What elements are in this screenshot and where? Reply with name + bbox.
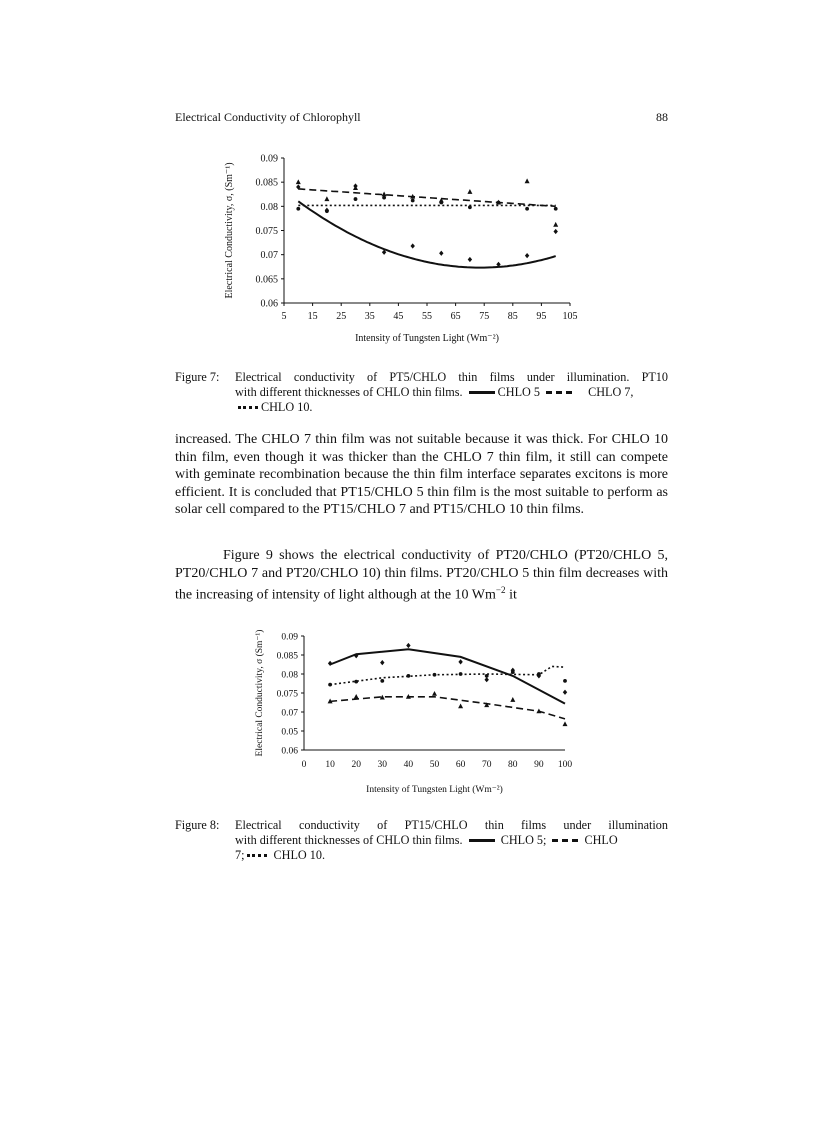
- data-point-chlo-7: [382, 191, 387, 196]
- y-tick-label: 0.06: [281, 746, 298, 757]
- x-tick-label: 5: [281, 311, 287, 322]
- x-tick-label: 70: [481, 760, 492, 770]
- figure-8-label: Figure 8:: [175, 818, 220, 832]
- legend-chlo10: CHLO 10.: [273, 848, 325, 862]
- data-point-chlo-10: [354, 680, 358, 684]
- y-tick-label: 0.085: [255, 177, 278, 189]
- trend-line-chlo-7: [298, 189, 555, 206]
- data-point-chlo-5: [525, 253, 529, 258]
- figure-8-caption-mid: with different thicknesses of CHLO thin films.: [235, 833, 463, 847]
- data-point-chlo-10: [433, 673, 437, 677]
- data-point-chlo-7: [432, 691, 437, 696]
- data-point-chlo-7: [525, 178, 530, 183]
- data-point-chlo-7: [510, 697, 515, 702]
- data-point-chlo-10: [411, 199, 415, 203]
- data-point-chlo-10: [537, 672, 541, 676]
- body-paragraph-2: [175, 547, 668, 604]
- body-paragraph-1: increased. The CHLO 7 thin film was not suitable because it was thick. For CHLO 10 thin film, even though it was thicker than the CHLO 7 thin film, it still can compete with geminate recombination because the thin film interface separates excitons is more efficient. It is concluded that PT15/CHLO 5 thin film is the most suitable to perform as solar cell compared to the PT15/CHLO 7 and PT15/CHLO 10 thin films.: [175, 432, 668, 518]
- x-tick-label: 90: [534, 760, 544, 770]
- data-point-chlo-7: [324, 196, 329, 201]
- x-tick-label: 80: [508, 760, 518, 770]
- data-point-chlo-10: [382, 196, 386, 200]
- x-tick-label: 85: [507, 311, 518, 322]
- figure-7-chart: [220, 150, 600, 360]
- x-tick-label: 55: [422, 311, 432, 322]
- body-paragraph-2-text: Figure 9 shows the electrical conductivity of PT20/CHLO (PT20/CHLO 5, PT20/CHLO 7 and PT20/CHLO 10) thin films. PT20/CHLO 5 thin film decreases with the increasing of intensity of light although at the 10 Wm: [175, 548, 668, 603]
- x-tick-label: 105: [562, 311, 578, 322]
- data-point-chlo-7: [467, 189, 472, 194]
- y-tick-label: 0.075: [276, 689, 298, 700]
- x-tick-label: 25: [336, 311, 347, 322]
- data-point-chlo-7: [563, 721, 568, 726]
- data-point-chlo-5: [458, 659, 462, 664]
- data-point-chlo-5: [485, 677, 489, 682]
- data-point-chlo-10: [511, 670, 515, 674]
- legend-chlo7: CHLO: [584, 833, 618, 847]
- data-point-chlo-10: [497, 201, 501, 205]
- x-tick-label: 100: [557, 760, 573, 770]
- legend-solid-line-icon: [469, 391, 495, 394]
- data-point-chlo-10: [354, 197, 358, 201]
- data-point-chlo-5: [439, 251, 443, 256]
- legend-dashed-line-icon: [552, 839, 578, 842]
- figure-7-label: Figure 7:: [175, 370, 220, 384]
- figure-7-caption-mid: with different thicknesses of CHLO thin films.: [235, 385, 463, 399]
- legend-dotted-line-icon: [247, 854, 267, 857]
- legend-dashed-line-icon: [546, 391, 572, 394]
- legend-solid-line-icon: [469, 839, 495, 842]
- legend-dotted-line-icon: [238, 406, 258, 409]
- trend-line-chlo-10: [330, 666, 565, 684]
- x-tick-label: 40: [403, 760, 414, 770]
- y-tick-label: 0.05: [281, 727, 298, 738]
- data-point-chlo-10: [459, 672, 463, 676]
- y-axis-title: Electrical Conductivity, σ, (Sm⁻¹): [224, 162, 235, 299]
- figure-8-caption-lead: Electrical conductivity of PT15/CHLO thin films under illumination: [235, 818, 668, 832]
- y-tick-label: 0.09: [260, 153, 278, 165]
- y-tick-label: 0.06: [260, 298, 278, 310]
- y-axis-title: Electrical Conductivity, σ (Sm⁻¹): [255, 629, 265, 757]
- running-title: Electrical Conductivity of Chlorophyll: [175, 110, 361, 124]
- data-point-chlo-7: [354, 694, 359, 699]
- legend-chlo7: CHLO 7,: [588, 385, 634, 399]
- figure-8-caption: [175, 818, 668, 863]
- x-tick-label: 30: [377, 760, 388, 770]
- x-tick-label: 35: [364, 311, 375, 322]
- y-tick-label: 0.085: [276, 651, 298, 662]
- x-tick-label: 60: [455, 760, 466, 770]
- trend-line-chlo-5: [298, 201, 555, 267]
- data-point-chlo-5: [406, 643, 410, 648]
- data-point-chlo-10: [525, 207, 529, 211]
- figure-7-caption: [175, 370, 668, 415]
- figure-7-caption-lead: Electrical conductivity of PT5/CHLO thin films under illumination. PT10: [235, 370, 668, 384]
- data-point-chlo-7: [296, 179, 301, 184]
- trend-line-chlo-5: [330, 649, 565, 703]
- data-point-chlo-7: [458, 704, 463, 709]
- y-tick-label: 0.07: [281, 708, 298, 719]
- y-tick-label: 0.09: [281, 632, 298, 643]
- data-point-chlo-10: [554, 207, 558, 211]
- data-point-chlo-5: [554, 229, 558, 234]
- data-point-chlo-10: [380, 679, 384, 683]
- y-tick-label: 0.08: [281, 670, 298, 681]
- x-tick-label: 20: [351, 760, 361, 770]
- legend-chlo10: CHLO 10.: [261, 400, 313, 414]
- x-tick-label: 0: [301, 760, 307, 770]
- figure-8-svg: [240, 628, 600, 808]
- page-number: 88: [656, 110, 668, 124]
- data-point-chlo-10: [439, 201, 443, 205]
- x-tick-label: 50: [429, 760, 440, 770]
- data-point-chlo-7: [553, 222, 558, 227]
- body-paragraph-2-sup: −2: [495, 585, 506, 596]
- data-point-chlo-10: [328, 683, 332, 687]
- data-point-chlo-10: [296, 207, 300, 211]
- data-point-chlo-10: [407, 674, 411, 678]
- y-tick-label: 0.07: [260, 250, 278, 262]
- figure-8-chart: [240, 628, 600, 808]
- data-point-chlo-10: [485, 674, 489, 678]
- x-tick-label: 45: [393, 311, 404, 322]
- data-point-chlo-5: [328, 661, 332, 666]
- y-tick-label: 0.075: [255, 226, 278, 237]
- figure-7-svg: [220, 150, 600, 360]
- data-point-chlo-7: [536, 708, 541, 713]
- legend-chlo7-cont: 7;: [235, 848, 245, 862]
- data-point-chlo-5: [563, 690, 567, 695]
- data-point-chlo-10: [468, 205, 472, 209]
- trend-line-chlo-7: [330, 697, 565, 719]
- x-axis-title: Intensity of Tungsten Light (Wm⁻²): [366, 785, 503, 795]
- y-tick-label: 0.065: [255, 274, 278, 286]
- body-paragraph-2-tail: it: [505, 587, 517, 603]
- x-tick-label: 10: [325, 760, 335, 770]
- x-tick-label: 65: [450, 311, 461, 322]
- data-point-chlo-10: [563, 679, 567, 683]
- data-point-chlo-10: [325, 209, 329, 213]
- x-axis-title: Intensity of Tungsten Light (Wm⁻²): [355, 333, 499, 344]
- data-point-chlo-5: [380, 660, 384, 665]
- x-tick-label: 95: [536, 311, 547, 322]
- x-tick-label: 15: [307, 311, 318, 322]
- y-tick-label: 0.08: [260, 201, 278, 213]
- data-point-chlo-5: [411, 243, 415, 248]
- data-point-chlo-5: [468, 257, 472, 262]
- x-tick-label: 75: [479, 311, 490, 322]
- legend-chlo5: CHLO 5;: [500, 833, 547, 847]
- running-header: [175, 110, 668, 125]
- legend-chlo5: CHLO 5: [497, 385, 540, 399]
